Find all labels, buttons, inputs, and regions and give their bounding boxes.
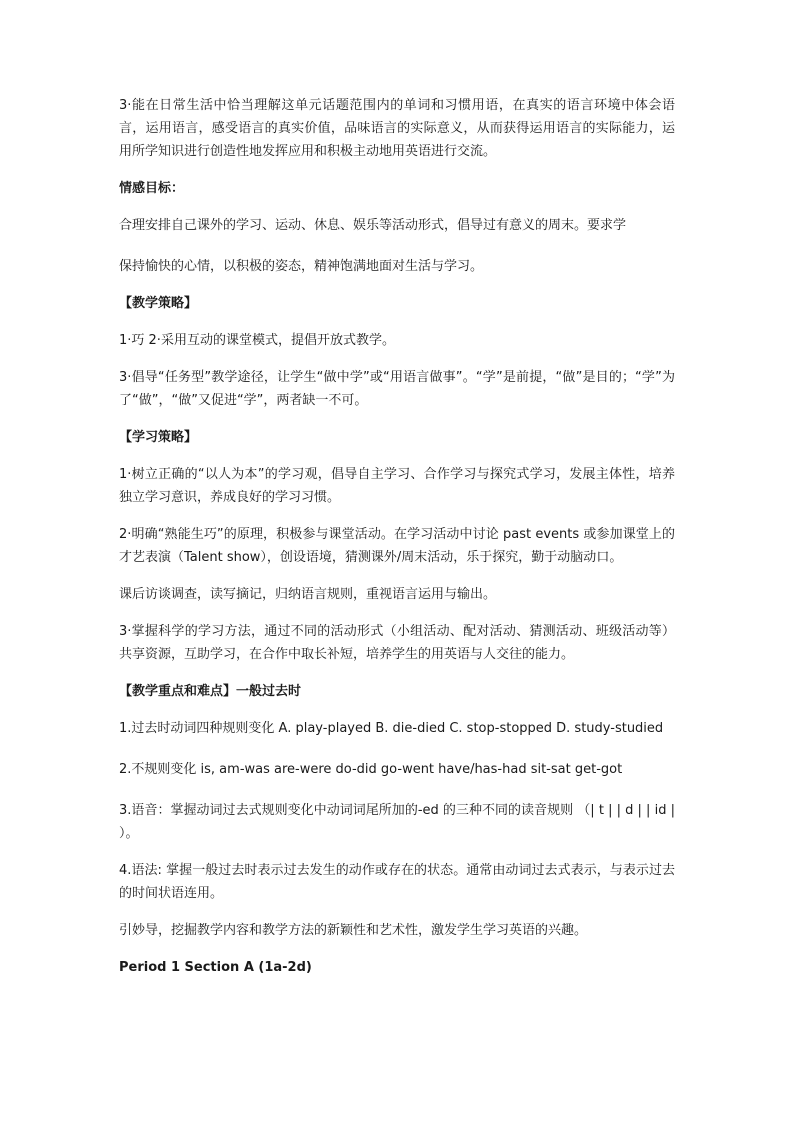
heading-key-points: 【教学重点和难点】一般过去时 <box>119 684 302 699</box>
paragraph-learning-2: 2·明确“熟能生巧”的原理，积极参与课堂活动。在学习活动中讨论 past events 或参加课堂上的才艺表演（Talent show），创设语境，猜测课外/周末活动，乐于探究，勤于动脑动口。 <box>119 527 675 565</box>
heading-teaching-strategy: 【教学策略】 <box>119 296 198 311</box>
paragraph-regular-verbs: 1.过去时动词四种规则变化 A. play-played B. die-died C. stop-stopped D. study-studied <box>119 721 664 736</box>
paragraph-grammar: 4.语法: 掌握一般过去时表示过去发生的动作或存在的状态。通常由动词过去式表示，与表示过去的时间状语连用。 <box>119 863 675 901</box>
paragraph-teaching-3: 3·倡导“任务型”教学途径，让学生“做中学”或“用语言做事”。“学”是前提，“做”是目的；“学”为了“做”，“做”又促进“学”，两者缺一不可。 <box>119 370 675 408</box>
paragraph-irregular-verbs: 2.不规则变化 is, am-was are-were do-did go-went have/has-had sit-sat get-got <box>119 762 623 777</box>
paragraph-affective-1: 合理安排自己课外的学习、运动、休息、娱乐等活动形式，倡导过有意义的周末。要求学 <box>119 218 627 233</box>
paragraph-learning-after-class: 课后访谈调查，读写摘记，归纳语言规则，重视语言运用与输出。 <box>119 587 497 602</box>
paragraph-ability-3: 3·能在日常生活中恰当理解这单元话题范围内的单词和习惯用语，在真实的语言环境中体会语言，运用语言，感受语言的真实价值，品味语言的实际意义，从而获得运用语言的实际能力，运用所学知识进行创造性地发挥应用和积极主动地用英语进行交流。 <box>119 98 675 159</box>
paragraph-teaching-1: 1·巧 2·采用互动的课堂模式，提倡开放式教学。 <box>119 333 395 348</box>
document-body <box>119 94 675 993</box>
paragraph-learning-1: 1·树立正确的“以人为本”的学习观，倡导自主学习、合作学习与探究式学习，发展主体性，培养独立学习意识，养成良好的学习习惯。 <box>119 467 675 505</box>
heading-learning-strategy: 【学习策略】 <box>119 430 198 445</box>
paragraph-affective-2: 保持愉快的心情，以积极的姿态，精神饱满地面对生活与学习。 <box>119 259 484 274</box>
paragraph-learning-3: 3·掌握科学的学习方法，通过不同的活动形式（小组活动、配对活动、猜测活动、班级活动等）共享资源，互助学习，在合作中取长补短，培养学生的用英语与人交往的能力。 <box>119 624 675 662</box>
paragraph-pronunciation: 3.语音：掌握动词过去式规则变化中动词词尾所加的-ed 的三种不同的读音规则 （| t | | d | | id | ）。 <box>119 803 675 841</box>
heading-affective-goals: 情感目标： <box>119 181 185 196</box>
paragraph-interest: 引妙导，挖掘教学内容和教学方法的新颖性和艺术性，激发学生学习英语的兴趣。 <box>119 923 588 938</box>
heading-period-1: Period 1 Section A (1a-2d) <box>119 960 312 975</box>
